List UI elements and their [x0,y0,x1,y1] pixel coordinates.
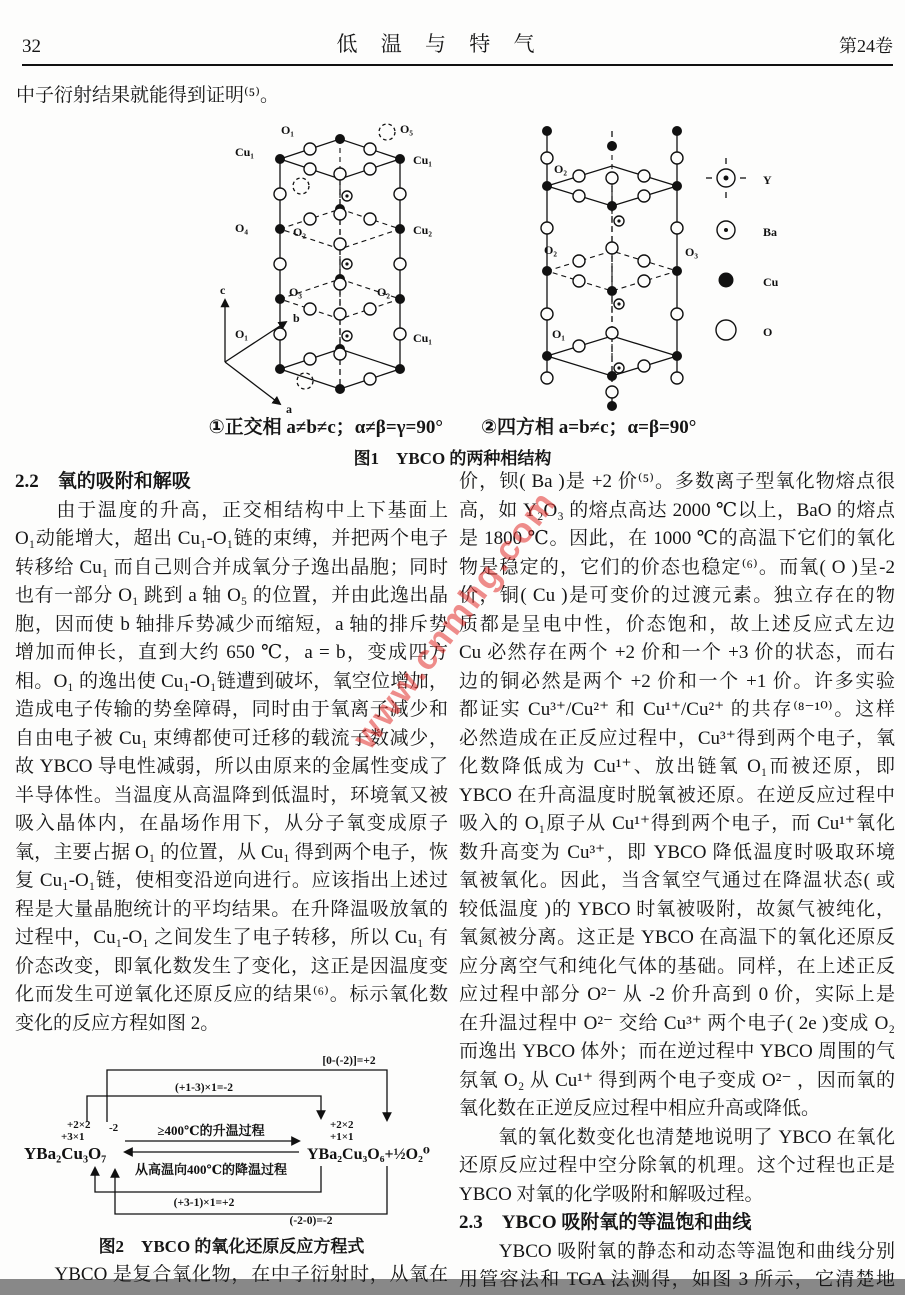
volume-number: 第24卷 [839,36,893,56]
text-line: 应过程中部分 O²⁻ 从 -2 价升高到 0 价，实际上是 [459,984,895,1005]
site-label: Cu₁ [235,145,254,159]
text-line: 氧化数在正逆反应过程中相应升高或降低。 [459,1098,821,1119]
text-line: 用管容法和 TGA 法测得，如图 3 所示，它清楚地 [459,1269,895,1290]
text-line: 变化的反应方程如图 2。 [15,1012,220,1034]
text-line: 增加而伸长，直到大约 650 ℃，a = b，变成四方 [15,642,448,663]
electron-transfer-arc-top-inner [87,1096,321,1122]
text-line: 吸入晶体内，在晶场作用下，从分子氧变成原子 [15,813,448,834]
product-formula: YBa₂Cu₃O₆+½O₂⁰ [307,1146,430,1163]
site-label: O₃ [289,285,302,299]
site-label: O₁ [552,327,565,341]
forward-process-label: ≥400℃的升温过程 [157,1123,265,1138]
text-line: 数升高变为 Cu³⁺，即 YBCO 降低温度时吸取环境 [459,841,895,863]
oxygen-vacancy [293,178,309,194]
text-line: 过程中，Cu₁-O₁ 之间发生了电子转移，所以 Cu₁ 有 [15,927,448,948]
axis-c-label: c [220,283,226,297]
page-number: 32 [22,36,41,57]
text-line: 边的铜必然是两个 +2 价和一个 +1 价。许多实验 [459,670,895,692]
figure1-caption: 图1 YBCO 的两种相结构 [353,449,552,468]
text-line: 故 YBCO 导电性减弱，所以由原来的金属性变成了 [15,756,448,777]
text-line: 程是大量晶胞统计的平均结果。在升降温吸放氧的 [15,898,448,920]
site-label: O₅ [400,122,413,136]
right-column [459,468,895,1295]
site-label: O₁ [281,123,294,137]
text-line: YBCO 吸附氧的静态和动态等温饱和曲线分别 [459,1240,895,1262]
reactant-annotation: +3×1 [61,1131,85,1143]
site-label: O₂ [554,162,567,176]
site-label: O₂ [293,225,306,239]
text-line: 半导体性。当温度从高温降到低温时，环境氧又被 [15,784,448,806]
text-line: 是 1800 ℃。因此，在 1000 ℃的高温下它们的氧化 [459,528,895,549]
text-line: 而逸出 YBCO 体外；而在逆过程中 YBCO 周围的气 [459,1041,895,1062]
watermark: www.cnmhg.com [344,483,565,757]
text-line: 化数降低成为 Cu¹⁺、放出链氧 O₁而被还原，即 [459,756,895,777]
intro-line: 中子衍射结果就能得到证明⁽⁵⁾。 [16,85,279,106]
arc-label-bottom-outer: (-2-0)=-2 [289,1215,333,1227]
figure1-phase-caption: ①正交相 a≠b≠c；α≠β=γ=90° ②四方相 a=b≠c；α=β=90° [208,417,697,438]
legend-symbol-Cu [719,273,734,288]
arc-label-top-outer: [0-(-2)]=+2 [322,1055,376,1067]
product-annotation: +1×1 [330,1131,354,1143]
reverse-process-label: 从高温向400℃的降温过程 [134,1162,288,1177]
crystal-structure-orthorhombic [235,122,432,394]
text-line: 氧氮被分离。这正是 YBCO 在高温下的氧化还原反 [459,927,895,948]
text-line: O₁动能增大，超出 Cu₁-O₁链的束缚，并把两个电子 [15,528,448,549]
text-line: 都证实 Cu³⁺/Cu²⁺ 和 Cu¹⁺/Cu²⁺ 的共存⁽⁸⁻¹⁰⁾。这样 [459,699,895,720]
text-line: 胞，因而使 b 轴排斥势减少而缩短，a 轴的排斥势 [15,613,448,635]
page-header [22,24,893,66]
axes-triad [220,283,300,416]
text-line: 高，如 Y₂O₃ 的熔点高达 2000 ℃以上，BaO 的熔点 [459,499,895,521]
text-line: 质都是呈电中性，价态饱和，故上述反应式左边 [459,613,895,635]
site-label: O₃ [685,245,698,259]
text-line: 价，铜( Cu )是可变价的过渡元素。独立存在的物 [459,585,895,606]
journal-title: 低 温 与 特 气 [336,32,544,56]
reactant-formula: YBa₂Cu₃O₇ [24,1144,107,1163]
text-line: 必然造成在正反应过程中，Cu³⁺得到两个电子，氧 [459,727,895,749]
site-label: Cu₁ [413,331,432,345]
section-heading-2-3: 2.3 YBCO 吸附氧的等温饱和曲线 [459,1212,752,1233]
text-line: 还原反应过程中空分除氧的机理。这个过程也正是 [459,1155,895,1176]
legend-label-Y: Y [763,173,772,187]
text-line: YBCO 对氧的化学吸附和解吸过程。 [459,1183,764,1205]
legend-label-Cu: Cu [763,275,779,289]
legend-symbol-Ba [717,221,735,239]
text-line: 物是稳定的，它们的价态也稳定⁽⁶⁾。而氧( O )呈-2 [459,556,895,578]
text-line: 应分离空气和纯化气体的基础。同样，在上述正反 [459,955,895,977]
product-annotation: +2×2 [330,1119,354,1131]
text-line: 也有一部分 O₁ 跳到 a 轴 O₅ 的位置，并由此逸出晶 [15,585,448,606]
text-line: 氧被氧化。因此，当含氧空气通过在降温状态( 或 [459,870,895,891]
figure2-caption: 图2 YBCO 的氧化还原反应方程式 [98,1237,365,1256]
text-line: 吸入的 O₁原子从 Cu¹⁺得到两个电子，而 Cu¹⁺氧化 [459,813,895,834]
legend-label-O: O [763,325,773,339]
site-label: O₂ [544,243,557,257]
reactant-annotation: +2×2 [67,1119,91,1131]
site-label: O₄ [235,221,248,235]
text-line: 价，钡( Ba )是 +2 价⁽⁵⁾。多数离子型氧化物熔点很 [459,471,895,492]
section-heading-2-2: 2.2 氧的吸附和解吸 [15,471,191,492]
paragraph [459,1124,895,1210]
arc-label-bottom-inner: (+3-1)×1=+2 [173,1197,235,1209]
legend-symbol-Y [706,158,746,198]
text-line: 由于温度的升高，正交相结构中上下基面上 [15,499,448,521]
text-line: 复 Cu₁-O₁链，使相变沿逆向进行。应该指出上述过 [15,870,448,891]
text-line: 转移给 Cu₁ 而自己则合并成氧分子逸出晶胞；同时 [15,556,448,578]
axis-b-label: b [293,311,300,325]
site-label: O₂ [377,285,390,299]
crystal-structure-tetragonal [541,126,698,411]
text-line: 氛氧 O₂ 从 Cu¹⁺ 得到两个电子变成 O²⁻ ，因而氧的 [459,1069,895,1091]
text-line: 化而发生可逆氧化还原反应的结果⁽⁶⁾。标示氧化数 [15,984,448,1005]
reactant-annotation: -2 [109,1122,119,1134]
text-line: 氧的氧化数变化也清楚地说明了 YBCO 在氧化 [459,1126,895,1148]
figure1-legend [706,158,779,340]
paragraph [15,497,448,1039]
text-line: 相。O₁ 的逸出使 Cu₁-O₁链遭到破坏，氧空位增加， [15,670,448,692]
text-line: 价态改变，即氧化数发生了变化，这正是因温度变 [15,955,448,977]
paragraph [459,1238,895,1295]
legend-label-Ba: Ba [763,225,778,239]
oxygen-vacancy [379,124,395,140]
axis-a-label: a [286,402,292,416]
legend-symbol-O [716,320,736,340]
left-column [15,468,448,1290]
text-line: YBCO 在升高温度时脱氧被还原。在逆反应过程中 [459,784,895,806]
figure2-reaction-scheme [19,1044,448,1231]
text-line: 自由电子被 Cu₁ 束缚都使可迁移的载流子数减少， [15,727,448,749]
site-label: O₁ [235,327,248,341]
clipped-text-line: YBCO 是复合氧化物，在中子衍射时，从氧在 [15,1264,448,1285]
paragraph [459,468,895,1124]
text-line: 在升温过程中 O²⁻ 交给 Cu³⁺ 两个电子( 2e )变成 O₂ [459,1012,895,1034]
text-line: 氧，主要占据 O₁ 的位置，从 Cu₁ 得到两个电子，恢 [15,841,448,863]
site-label: Cu₁ [413,153,432,167]
text-line: 造成电子传输的势垒障碍，同时由于氧离子减少和 [15,699,448,720]
text-line: Cu 必然存在两个 +2 价和一个 +3 价的状态，而右 [459,642,895,663]
site-label: Cu₂ [413,223,432,237]
text-line: 较低温度 )的 YBCO 时氧被吸附，故氮气被纯化， [459,898,895,920]
figure1-crystal-structures [140,116,810,416]
arc-label-top-inner: (+1-3)×1=-2 [175,1082,233,1094]
